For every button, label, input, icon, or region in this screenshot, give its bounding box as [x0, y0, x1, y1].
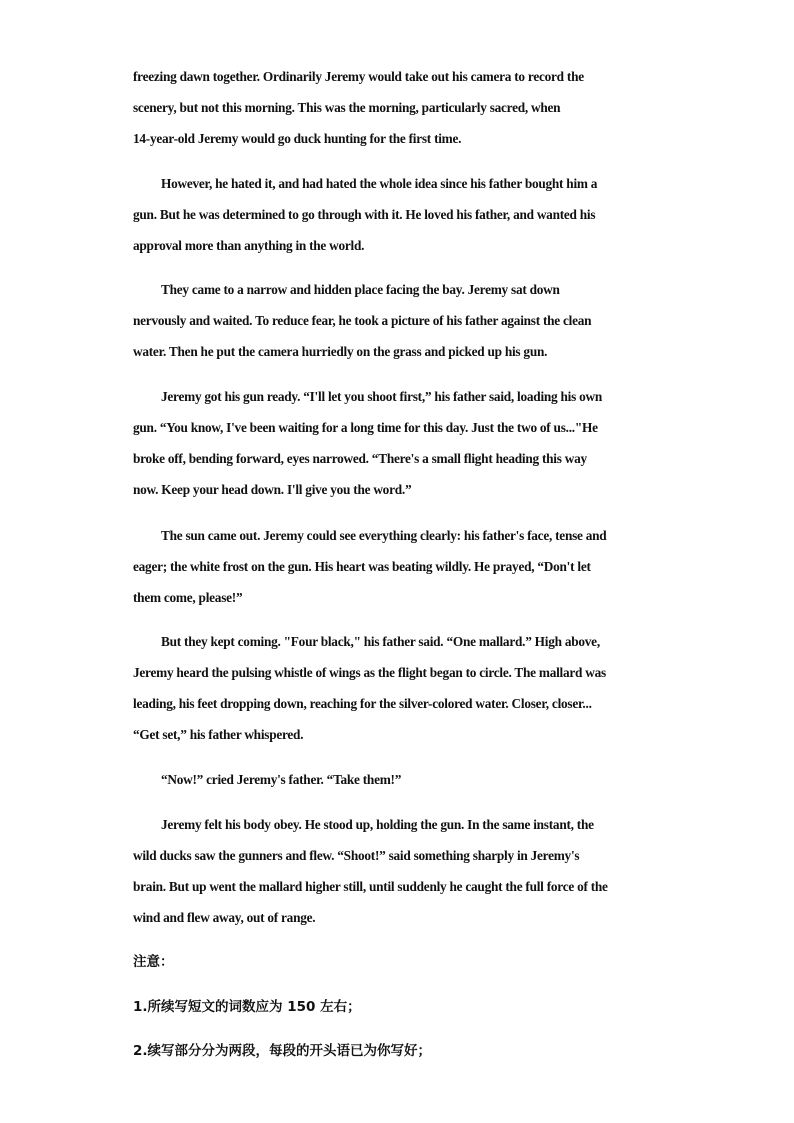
- notes-heading-text: 注意：: [133, 954, 174, 970]
- paragraph-7: [133, 764, 663, 795]
- text-line: water. Then he put the camera hurriedly on the grass and picked up his gun.: [133, 344, 548, 359]
- text-line: The sun came out. Jeremy could see everything clearly: his father's face, tense and: [161, 528, 607, 543]
- text-line: wind and flew away, out of range.: [133, 910, 316, 925]
- paragraph-5: [133, 520, 663, 613]
- text-line: 14-year-old Jeremy would go duck hunting for the first time.: [133, 131, 462, 146]
- paragraph-1: [133, 61, 663, 154]
- text-line: now. Keep your head down. I'll give you the word.”: [133, 482, 412, 497]
- text-line: wild ducks saw the gunners and flew. “Shoot!” said something sharply in Jeremy's: [133, 848, 580, 863]
- text-line: Jeremy felt his body obey. He stood up, holding the gun. In the same instant, the: [161, 817, 594, 832]
- paragraph-4: [133, 381, 663, 505]
- text-line: “Now!” cried Jeremy's father. “Take them!”: [161, 772, 402, 787]
- text-line: scenery, but not this morning. This was the morning, particularly sacred, when: [133, 100, 561, 115]
- notes-item-2: [133, 1036, 663, 1067]
- text-line: Jeremy heard the pulsing whistle of wings as the flight began to circle. The mallard was: [133, 665, 606, 680]
- text-line: Jeremy got his gun ready. “I'll let you shoot first,” his father said, loading his own: [161, 389, 602, 404]
- notes-item-1: [133, 992, 663, 1023]
- paragraph-8: [133, 809, 663, 933]
- text-line: freezing dawn together. Ordinarily Jeremy would take out his camera to record the: [133, 69, 584, 84]
- text-line: They came to a narrow and hidden place facing the bay. Jeremy sat down: [161, 282, 560, 297]
- text-line: nervously and waited. To reduce fear, he took a picture of his father against the clean: [133, 313, 592, 328]
- paragraph-6: [133, 626, 663, 750]
- paragraph-2: [133, 168, 663, 261]
- text-line: “Get set,” his father whispered.: [133, 727, 304, 742]
- text-line: broke off, bending forward, eyes narrowed. “There's a small flight heading this way: [133, 451, 587, 466]
- text-line: eager; the white frost on the gun. His heart was beating wildly. He prayed, “Don't let: [133, 559, 591, 574]
- text-line: But they kept coming. "Four black," his father said. “One mallard.” High above,: [161, 634, 600, 649]
- paragraph-3: [133, 274, 663, 367]
- text-line: However, he hated it, and had hated the whole idea since his father bought him a: [161, 176, 598, 191]
- notes-item-text: 1.所续写短文的词数应为 150 左右；: [133, 999, 361, 1015]
- notes-item-text: 2.续写部分分为两段，每段的开头语已为你写好；: [133, 1043, 432, 1059]
- text-line: brain. But up went the mallard higher still, until suddenly he caught the full force of the: [133, 879, 608, 894]
- text-line: gun. “You know, I've been waiting for a long time for this day. Just the two of us..."He: [133, 420, 598, 435]
- text-line: leading, his feet dropping down, reaching for the silver-colored water. Closer, closer...: [133, 696, 592, 711]
- notes-heading: [133, 947, 663, 978]
- text-line: approval more than anything in the world.: [133, 238, 365, 253]
- text-line: them come, please!”: [133, 590, 243, 605]
- text-line: gun. But he was determined to go through with it. He loved his father, and wanted his: [133, 207, 596, 222]
